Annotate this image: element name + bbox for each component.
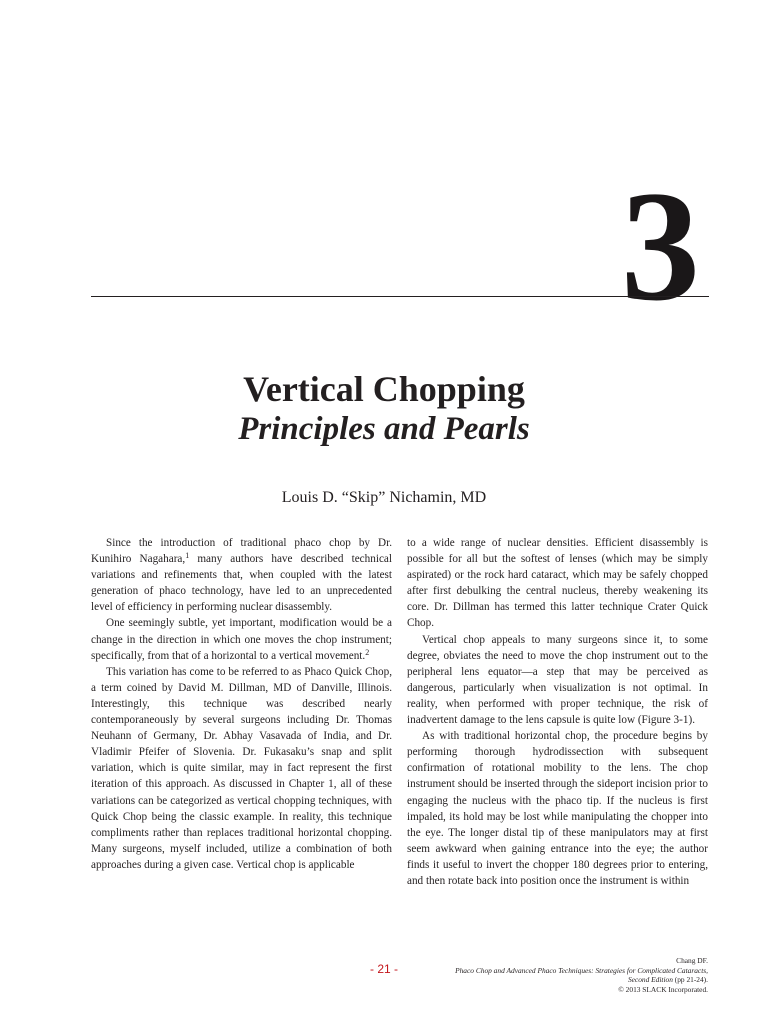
paragraph: to a wide range of nuclear densities. Efficient disassembly is possible for all but the softest of lenses (which may be simply aspirated) or the rock hard cataract, which may be safely chopped after first debulking the central nucleus, thereby weakening its core. Dr. Dillman has termed this latter technique Crater Quick Chop.: [407, 537, 708, 630]
paragraph: As with traditional horizontal chop, the procedure begins by performing thorough hydrodissection with subsequent confirmation of rotational mobility to the lens. The chop instrument should be inserted through the sideport incision prior to engaging the nucleus with the phaco tip. If the nucleus is first impaled, its hold may be lost while manipulating the chopper into the eye. The longer distal tip of these manipulators may at first seem awkward when gaining entrance into the eye; the author finds it useful to invert the chopper 180 degrees prior to entering, and then rotate back into position once the instrument is within: [407, 730, 708, 887]
citation-source: [448, 966, 708, 985]
paragraph-text: Since the introduction of traditional phaco chop by Dr. Kunihiro Nagahara,: [91, 537, 392, 566]
chapter-subtitle: Principles and Pearls: [238, 411, 530, 447]
chapter-number: 3: [621, 159, 698, 334]
citation-block: [448, 956, 708, 994]
chapter-rule: [91, 296, 709, 297]
citation-pages: (pp 21-24).: [672, 975, 708, 985]
citation-copyright: © 2013 SLACK Incorporated.: [618, 984, 708, 994]
body-column-left: [91, 535, 392, 873]
chapter-title: Vertical Chopping: [243, 369, 525, 409]
paragraph: Vertical chop appeals to many surgeons since it, to some degree, obviates the need to move the chop instrument out to the peripheral lens equator—a step that may be perceived as dangerous, particularly when visualization is not optimal. In reality, when performed with proper technique, the risk of inadvertent damage to the lens capsule is quite low (Figure 3-1).: [407, 633, 708, 727]
author-line: Louis D. “Skip” Nichamin, MD: [281, 489, 487, 506]
reference-marker: 2: [365, 647, 370, 657]
paragraph: [91, 535, 392, 615]
paragraph: [91, 615, 392, 663]
reference-marker: 1: [185, 551, 190, 561]
paragraph-text: many authors have described technical variations and refinements that, when coupled with the latest generation of phaco technology, have led to an unprecedented level of efficiency in performing nuclear disassembly.: [91, 553, 392, 614]
citation-book-title: Phaco Chop and Advanced Phaco Techniques: Strategies for Complicated Cataracts, Second Edition: [455, 965, 708, 985]
body-column-right: [407, 535, 708, 889]
page-number: - 21 -: [369, 962, 398, 976]
citation-editor: Chang DF.: [676, 956, 708, 965]
paragraph-text: One seemingly subtle, yet important, modification would be a change in the direction in which one moves the chop instrument; specifically, from that of a horizontal to a vertical movement.: [91, 617, 392, 662]
paragraph: This variation has come to be referred to as Phaco Quick Chop, a term coined by David M. Dillman, MD of Danville, Illinois. Interestingly, this technique was described nearly contemporaneously by several surgeons including Dr. Thomas Neuhann of Germany, Dr. Abhay Vasavada of India, and Dr. Vladimir Pfeifer of Slovenia. Dr. Fukasaku’s snap and split variation, which is quite similar, may in fact represent the first iteration of this approach. As discussed in Chapter 1, all of these variations can be categorized as vertical chopping techniques, with Quick Chop being the classic example. In reality, this technique compliments rather than replaces traditional horizontal chopping. Many surgeons, myself included, utilize a combination of both approaches during a given case. Vertical chop is applicable: [91, 665, 392, 871]
